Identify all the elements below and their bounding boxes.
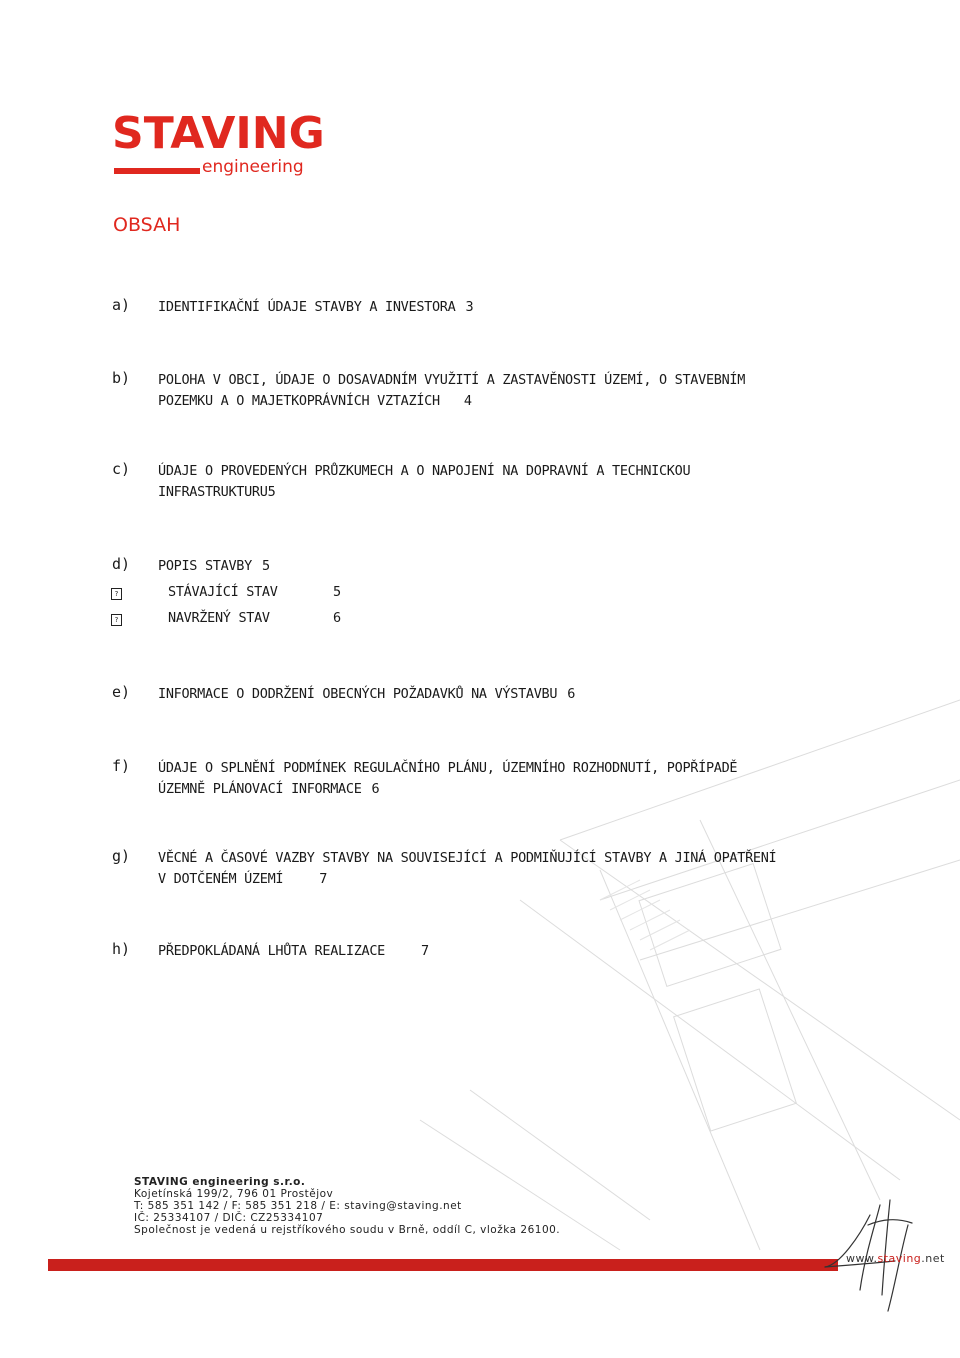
footer-company: STAVING engineering s.r.o. [134, 1176, 306, 1188]
bullet-icon: ? [111, 614, 122, 626]
footer-ids: IČ: 25334107 / DIČ: CZ25334107 [134, 1212, 324, 1224]
toc-line: POLOHA V OBCI, ÚDAJE O DOSAVADNÍM VYUŽITÍ A ZASTAVĚNOSTI ÚZEMÍ, O STAVEBNÍM [158, 372, 746, 388]
toc-page: 5 [261, 558, 270, 574]
toc-line: POZEMKU A O MAJETKOPRÁVNÍCH VZTAZÍCH [158, 393, 440, 409]
toc-page: 5 [333, 584, 342, 600]
logo-tagline: engineering [202, 157, 304, 177]
toc-page: 3 [465, 299, 474, 315]
toc-letter: f) [112, 757, 131, 775]
toc-page: 6 [371, 781, 380, 797]
website-link[interactable] [846, 1252, 945, 1265]
toc-letter: d) [112, 555, 131, 573]
toc-line: INFORMACE O DODRŽENÍ OBECNÝCH POŽADAVKŮ NA VÝSTAVBU [158, 686, 558, 702]
footer-contact: T: 585 351 142 / F: 585 351 218 / E: staving@staving.net [134, 1200, 462, 1212]
toc-page: 7 [421, 943, 429, 959]
toc-line: VĚCNÉ A ČASOVÉ VAZBY STAVBY NA SOUVISEJÍCÍ A PODMIŇUJÍCÍ STAVBY A JINÁ OPATŘENÍ [158, 850, 777, 866]
toc-line: ÚDAJE O PROVEDENÝCH PRŮZKUMECH A O NAPOJENÍ NA DOPRAVNÍ A TECHNICKOU [158, 463, 691, 479]
toc-line: ÚDAJE O SPLNĚNÍ PODMÍNEK REGULAČNÍHO PLÁNU, ÚZEMNÍHO ROZHODNUTÍ, POPŘÍPADĚ [158, 760, 738, 776]
company-logo [112, 108, 325, 182]
web-prefix: www. [846, 1252, 878, 1265]
footer-red-line [48, 1259, 838, 1271]
footer-register: Společnost je vedená u rejstříkového soudu v Brně, oddíl C, vložka 26100. [134, 1224, 561, 1236]
toc-line: PŘEDPOKLÁDANÁ LHŮTA REALIZACE [158, 943, 386, 959]
toc-page: 4 [463, 393, 472, 409]
toc-line: POPIS STAVBY [158, 558, 252, 574]
toc-subitem-proposed: NAVRŽENÝ STAV [168, 610, 270, 626]
toc-subitem-existing: STÁVAJÍCÍ STAV [168, 584, 278, 600]
toc-line: ÚZEMNĚ PLÁNOVACÍ INFORMACE [158, 781, 362, 797]
toc-line: IDENTIFIKAČNÍ ÚDAJE STAVBY A INVESTORA [158, 299, 456, 315]
toc-letter: a) [112, 296, 131, 314]
toc-page: 6 [333, 610, 342, 626]
logo-name: STAVING [112, 108, 325, 159]
toc-letter: g) [112, 847, 131, 865]
company-footer [134, 1176, 594, 1236]
toc-page: 6 [567, 686, 576, 702]
web-brand: staving [877, 1252, 922, 1265]
toc-line: V DOTČENÉM ÚZEMÍ [158, 871, 284, 887]
toc-letter: b) [112, 369, 131, 387]
bullet-icon: ? [111, 588, 122, 600]
toc-line: INFRASTRUKTURU5 [158, 484, 276, 500]
logo-red-bar [114, 168, 200, 174]
footer-address: Kojetínská 199/2, 796 01 Prostějov [134, 1188, 334, 1200]
toc-letter: e) [112, 683, 131, 701]
toc-letter: h) [112, 940, 131, 958]
web-suffix: .net [921, 1252, 945, 1265]
page-title: OBSAH [113, 214, 181, 236]
toc-letter: c) [112, 460, 131, 478]
toc-page: 7 [319, 871, 328, 887]
